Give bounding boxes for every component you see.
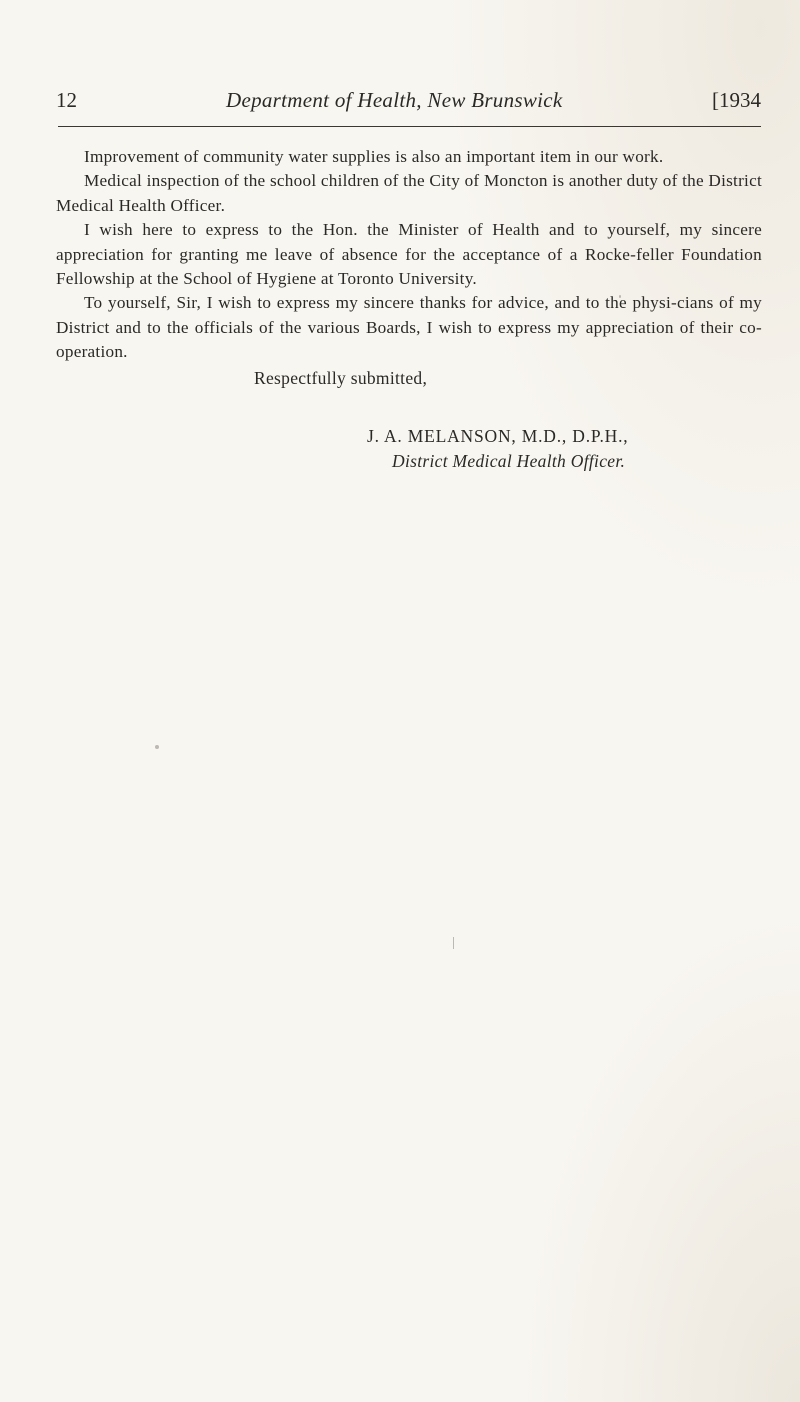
page-header [56, 88, 761, 122]
closing-salutation: Respectfully submitted, [254, 368, 428, 388]
header-year: [1934 [712, 88, 761, 112]
paper-speck [619, 295, 621, 298]
header-rule [58, 126, 761, 127]
signatory-title: District Medical Health Officer. [392, 451, 626, 471]
paper-speck [155, 745, 159, 749]
paper-speck [453, 937, 454, 949]
paragraph: Improvement of community water supplies is also an important item in our work. [84, 147, 664, 166]
signatory-name: J. A. MELANSON, M.D., D.P.H., [367, 426, 629, 446]
paragraph: Medical inspection of the school children of the City of Moncton is another duty of the District Medical Health Officer. [56, 171, 762, 215]
running-title: Department of Health, New Brunswick [226, 88, 563, 112]
page-number: 12 [56, 88, 77, 112]
report-body [56, 145, 762, 365]
paragraph: To yourself, Sir, I wish to express my sincere thanks for advice, and to the physi-cians of my District and to the officials of the various Boards, I wish to express my appreciation of their co-operation. [56, 293, 762, 362]
paragraph: I wish here to express to the Hon. the Minister of Health and to yourself, my sincere appreciation for granting me leave of absence for the acceptance of a Rocke-feller Foundation Fellowship at the School of Hygiene at Toronto University. [56, 220, 762, 289]
